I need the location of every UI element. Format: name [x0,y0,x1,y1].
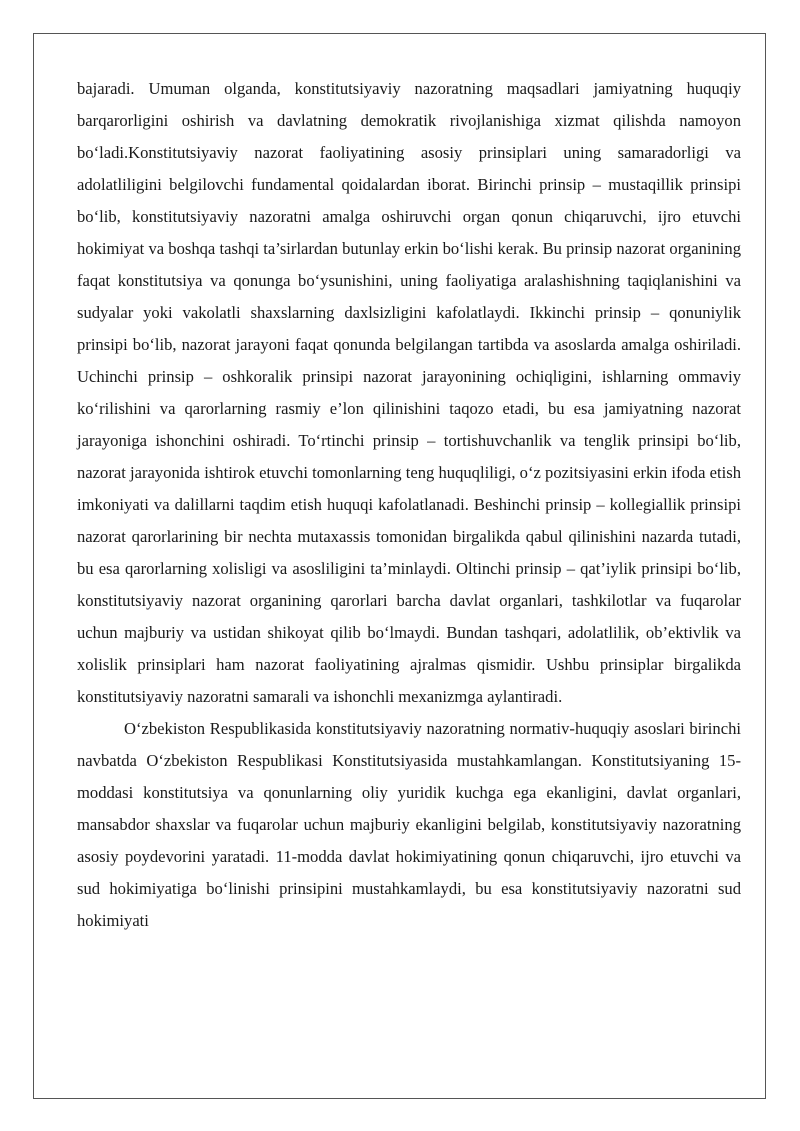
paragraph-legal-basis: O‘zbekiston Respublikasida konstitutsiyaviy nazoratning normativ-huquqiy asoslari birinchi navbatda O‘zbekiston Respublikasi Konstitutsiyasida mustahkamlangan. Konstitutsiyaning 15-moddasi konstitutsiya va qonunlarning oliy yuridik kuchga ega ekanligini, davlat organlari, mansabdor shaxslar va fuqarolar uchun majburiy ekanligini belgilab, konstitutsiyaviy nazoratning asosiy poydevorini yaratadi. 11-modda davlat hokimiyatining qonun chiqaruvchi, ijro etuvchi va sud hokimiyatiga bo‘linishi prinsipini mustahkamlaydi, bu esa konstitutsiyaviy nazoratni sud hokimiyati [77,719,741,930]
document-body [77,73,741,937]
paragraph-principles: bajaradi. Umuman olganda, konstitutsiyaviy nazoratning maqsadlari jamiyatning huquqiy barqarorligini oshirish va davlatning demokratik rivojlanishiga xizmat qilishda namoyon bo‘ladi.Konstitutsiyaviy nazorat faoliyatining asosiy prinsiplari uning samaradorligi va adolatliligini belgilovchi fundamental qoidalardan iborat. Birinchi prinsip – mustaqillik prinsipi bo‘lib, konstitutsiyaviy nazoratni amalga oshiruvchi organ qonun chiqaruvchi, ijro etuvchi hokimiyat va boshqa tashqi ta’sirlardan butunlay erkin bo‘lishi kerak. Bu prinsip nazorat organining faqat konstitutsiya va qonunga bo‘ysunishini, uning faoliyatiga aralashishning taqiqlanishini va sudyalar yoki vakolatli shaxslarning daxlsizligini kafolatlaydi. Ikkinchi prinsip – qonuniylik prinsipi bo‘lib, nazorat jarayoni faqat qonunda belgilangan tartibda va asoslarda amalga oshiriladi. Uchinchi prinsip – oshkoralik prinsipi nazorat jarayonining ochiqligini, ishlarning ommaviy ko‘rilishini va qarorlarning rasmiy e’lon qilinishini taqozo etadi, bu esa jamiyatning nazorat jarayoniga ishonchini oshiradi. To‘rtinchi prinsip – tortishuvchanlik va tenglik prinsipi bo‘lib, nazorat jarayonida ishtirok etuvchi tomonlarning teng huquqliligi, o‘z pozitsiyasini erkin ifoda etish imkoniyati va dalillarni taqdim etish huquqi kafolatlanadi. Beshinchi prinsip – kollegiallik prinsipi nazorat qarorlarining bir nechta mutaxassis tomonidan birgalikda qabul qilinishini nazarda tutadi, bu esa qarorlarning xolisligi va asosliligini ta’minlaydi. Oltinchi prinsip – qat’iylik prinsipi bo‘lib, konstitutsiyaviy nazorat organining qarorlari barcha davlat organlari, tashkilotlar va fuqarolar uchun majburiy va ustidan shikoyat qilib bo‘lmaydi. Bundan tashqari, adolatlilik, ob’ektivlik va xolislik prinsiplari ham nazorat faoliyatining ajralmas qismidir. Ushbu prinsiplar birgalikda konstitutsiyaviy nazoratni samarali va ishonchli mexanizmga aylantiradi. [77,79,741,706]
